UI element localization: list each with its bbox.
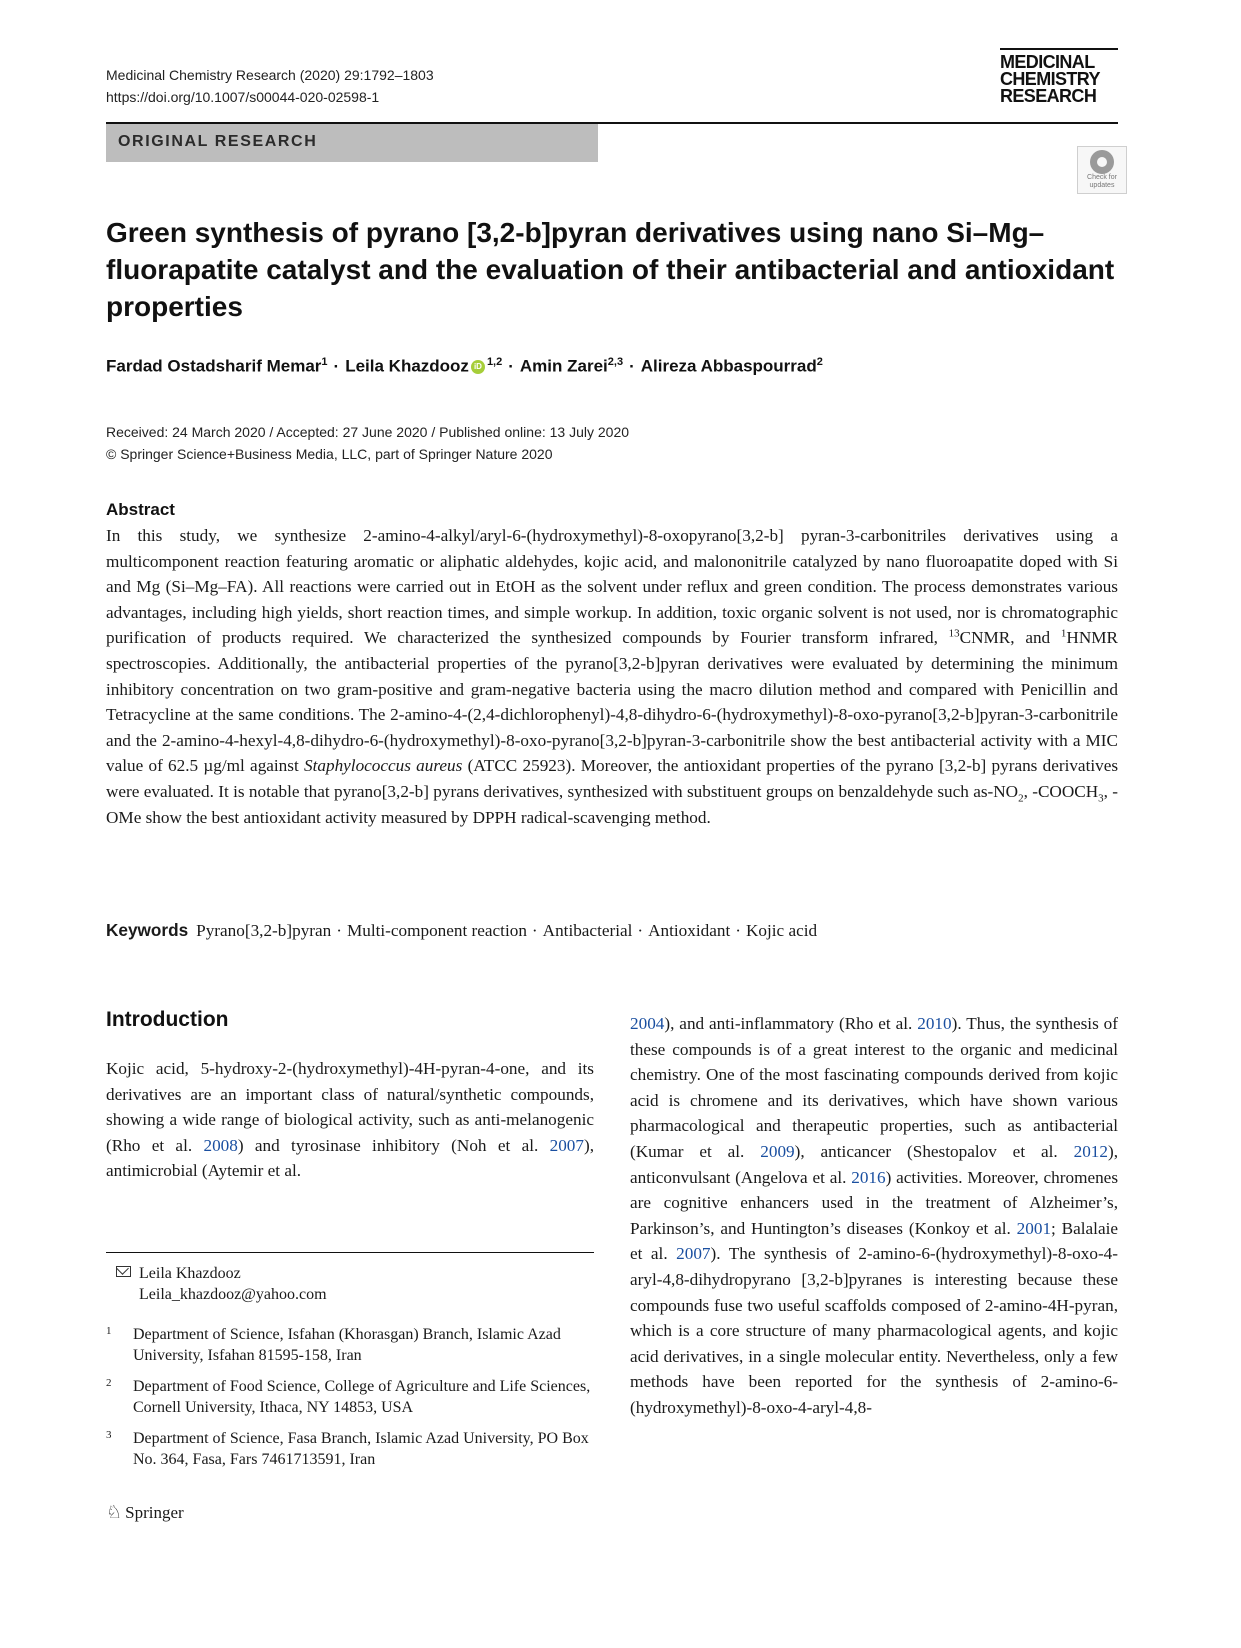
history-dates: Received: 24 March 2020 / Accepted: 27 June 2020 / Published online: 13 July 2020: [106, 424, 630, 440]
organism-name: Staphylococcus aureus: [304, 756, 463, 776]
citation-link[interactable]: 2010: [917, 1014, 952, 1033]
journal-logo: MEDICINAL CHEMISTRY RESEARCH: [1000, 48, 1118, 105]
citation-link[interactable]: 2012: [1073, 1141, 1108, 1161]
keyword: Antibacterial: [542, 921, 633, 940]
keywords: Keywords Pyrano[3,2-b]pyran · Multi-component reaction · Antibacterial · Antioxidant · Kojic acid: [106, 920, 818, 940]
envelope-icon: [116, 1266, 131, 1277]
check-for-updates-button[interactable]: Check for updates: [1077, 146, 1127, 194]
introduction-column-right: 2004), and anti-inflammatory (Rho et al. 2010). Thus, the synthesis of these compounds is of a great interest to the organic and medicinal chemistry. One of the most fascinating compounds derived from kojic acid is chromene and its derivatives, which have shown various pharmacological and therapeutic properties, such as antibacterial (Kumar et al. 2009), anticancer (Shestopalov et al. 2012), anticonvulsant (Angelova et al. 2016) activities. Moreover, chromenes are cognitive enhancers used in the treatment of Alzheimer’s, Parkinson’s, and Huntington’s diseases (Konkoy et al. 2001; Balalaie et al. 2007). The synthesis of 2-amino-6-(hydroxymethyl)-8-oxo-4-aryl-4,8-dihydropyrano [3,2-b]pyranes is interesting because these compounds fuse two useful scaffolds composed of 2-amino-4H-pyran, which is a core structure of many pharmacological agents, and kojic acid derivatives, in a single molecular entity. Nevertheless, only a few methods have been reported for the synthesis of 2-amino-6-(hydroxymethyl)-8-oxo-4-aryl-4,8-: [630, 1014, 1119, 1417]
section-label: ORIGINAL RESEARCH: [118, 133, 318, 150]
check-updates-icon: [1090, 150, 1114, 174]
abstract-heading: Abstract: [106, 500, 175, 519]
publisher-footer: [106, 1502, 184, 1523]
affiliation: 2 Department of Food Science, College of Agriculture and Life Sciences, Cornell University, Ithaca, NY 14853, USA: [106, 1377, 591, 1416]
citation-link[interactable]: 2001: [1016, 1218, 1052, 1238]
springer-horse-icon: ♘: [106, 1502, 123, 1522]
citation-link[interactable]: 2007: [549, 1135, 584, 1155]
keyword: Kojic acid: [745, 921, 818, 940]
publisher-name: Springer: [125, 1503, 184, 1522]
journal-citation: Medicinal Chemistry Research (2020) 29:1792–1803: [106, 67, 434, 83]
publication-dates: [106, 421, 629, 465]
footnote-divider: [106, 1252, 594, 1253]
citation-link[interactable]: 2007: [676, 1244, 711, 1264]
citation-link[interactable]: 2009: [760, 1141, 795, 1161]
affiliation: 3 Department of Science, Fasa Branch, Islamic Azad University, PO Box No. 364, Fasa, Fars 7461713591, Iran: [106, 1429, 589, 1468]
citation-link[interactable]: 2004: [630, 1014, 665, 1033]
journal-reference: [106, 64, 434, 108]
citation-link[interactable]: 2016: [851, 1167, 886, 1187]
keyword: Multi-component reaction: [346, 921, 527, 940]
author-list: Fardad Ostadsharif Memar$^1$ · Leila Khazdooz iD $^{1,2}$ · Amin Zarei$^{2,3}$ · Alireza Abbaspourrad$^2$: [106, 356, 823, 376]
section-banner: [106, 124, 598, 162]
introduction-column-left: Kojic acid, 5-hydroxy-2-(hydroxymethyl)-4H-pyran-4-one, and its derivatives are an important class of natural/synthetic compounds, showing a wide range of biological activity, such as anti-melanogenic (Rho et al. 2008) and tyrosinase inhibitory (Noh et al. 2007), antimicrobial (Aytemir et al.: [106, 1059, 594, 1181]
doi-link[interactable]: https://doi.org/10.1007/s00044-020-02598-1: [106, 89, 380, 105]
author-name[interactable]: Leila Khazdooz: [345, 356, 469, 376]
corresponding-author: [116, 1263, 327, 1305]
author-name[interactable]: Amin Zarei: [519, 356, 608, 376]
abstract-body: In this study, we synthesize 2-amino-4-alkyl/aryl-6-(hydroxymethyl)-8-oxopyrano[3,2-b] pyran-3-carbonitriles derivatives using a multicomponent reaction featuring aromatic or aliphatic aldehydes, kojic acid, and malononitrile catalyzed by nano fluoroapatite doped with Si and Mg (Si–Mg–FA). All reactions were carried out in EtOH as the solvent under reflux and green condition. The process demonstrates various advantages, including high yields, short reaction times, and simple workup. In addition, toxic organic solvent is not used, nor is chromatographic purification of products required. We characterized the synthesized compounds by Fourier transform infrared, $^{13}$CNMR, and $^1$HNMR spectroscopies. Additionally, the antibacterial properties of the pyrano[3,2-b]pyran derivatives were evaluated by determining the minimum inhibitory concentration on two gram-positive and gram-negative bacteria using the macro dilution method and compared with Penicillin and Tetracycline at the same conditions. The 2-amino-4-(2,4-dichlorophenyl)-4,8-dihydro-6-(hydroxymethyl)-8-oxo-pyrano[3,2-b]pyran-3-carbonitrile and the 2-amino-4-hexyl-4,8-dihydro-6-(hydroxymethyl)-8-oxo-pyrano[3,2-b]pyran-3-carbonitrile show the best antibacterial activity with a MIC value of 62.5 µg/ml against Staphylococcus aureus (ATCC 25923). Moreover, the antioxidant properties of the pyrano [3,2-b] pyrans derivatives were evaluated. It is notable that pyrano[3,2-b] pyrans derivatives, synthesized with substituent groups on benzaldehyde such $as-NO_2$, $-COOCH_3$, -OMe show the best antioxidant activity measured by DPPH radical-scavenging method.: [106, 526, 1119, 827]
keyword: Pyrano[3,2-b]pyran: [196, 921, 332, 940]
article-title: Green synthesis of pyrano [3,2-b]pyran derivatives using nano Si–Mg–fluorapatite catalyst and the evaluation of their antibacterial and antioxidant properties: [106, 217, 1115, 322]
corresponding-name: Leila Khazdooz: [139, 1265, 241, 1282]
citation-link[interactable]: 2008: [203, 1135, 238, 1155]
corresponding-email[interactable]: Leila_khazdooz@yahoo.com: [139, 1286, 327, 1303]
keyword: Antioxidant: [648, 921, 731, 940]
orcid-icon[interactable]: iD: [471, 360, 485, 374]
affiliation: 1 Department of Science, Isfahan (Khorasgan) Branch, Islamic Azad University, Isfahan 81595-158, Iran: [106, 1325, 561, 1364]
author-name[interactable]: Fardad Ostadsharif Memar: [106, 356, 322, 376]
introduction-heading: Introduction: [106, 1008, 229, 1031]
copyright: © Springer Science+Business Media, LLC, part of Springer Nature 2020: [106, 446, 553, 462]
keywords-heading: Keywords: [106, 920, 189, 940]
author-name[interactable]: Alireza Abbaspourrad: [640, 356, 817, 376]
